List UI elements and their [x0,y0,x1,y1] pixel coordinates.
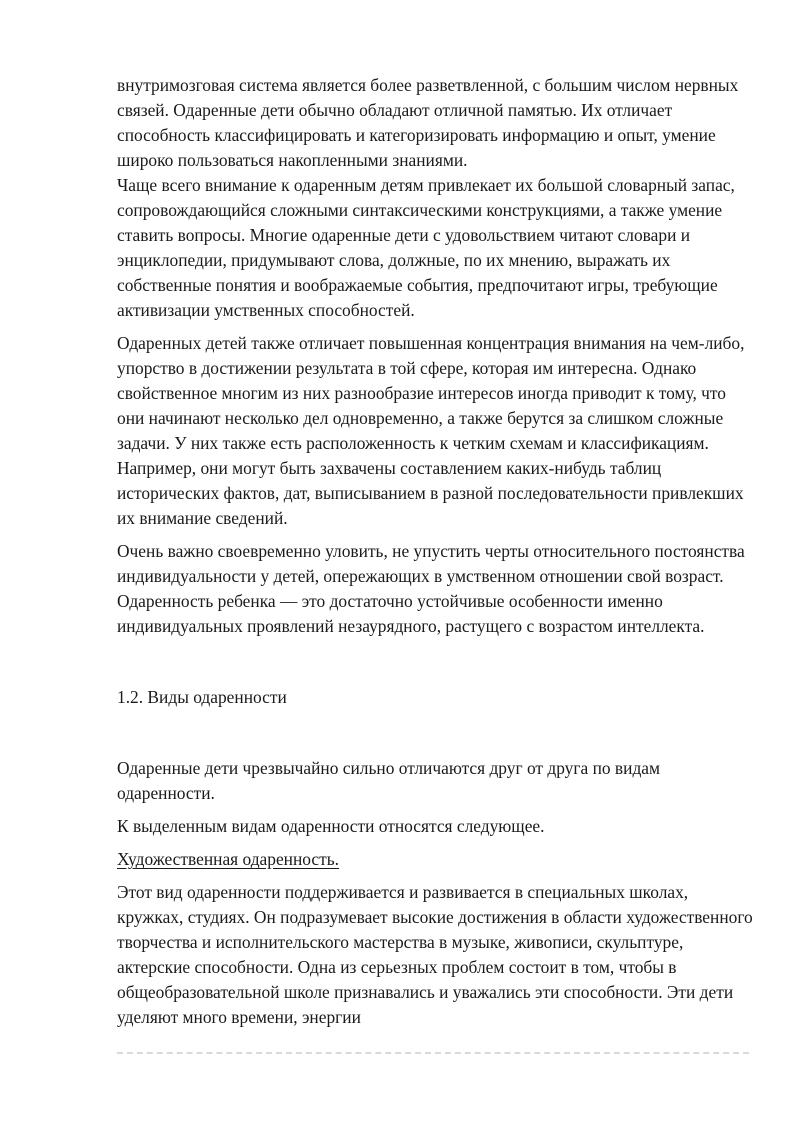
paragraph-individuality: Очень важно своевременно уловить, не упустить черты относительного постоянства индивидуальности у детей, опережающих в умственном отношении свой возраст. Одаренность ребенка — это достаточно устойчивые особенности именно индивидуальных проявлений незаурядного, растущего с возрастом интеллекта. [117,541,745,636]
document-page [117,73,753,1030]
page-cutoff-line [117,1052,749,1054]
section-heading: 1.2. Виды одаренности [117,687,287,707]
paragraph-artistic: Этот вид одаренности поддерживается и развивается в специальных школах, кружках, студиях. Он подразумевает высокие достижения в области художественного творчества и исполнительского мастерства в музыке, живописи, скульптуре, актерские способности. Одна из серьезных проблем состоит в том, чтобы в общеобразовательной школе признавались и уважались эти способности. Эти дети уделяют много времени, энергии [117,882,753,1027]
paragraph-vocabulary: Чаще всего внимание к одаренным детям привлекает их большой словарный запас, сопровождающийся сложными синтаксическими конструкциями, а также умение ставить вопросы. Многие одаренные дети с удовольствием читают словари и энциклопедии, придумывают слова, должные, по их мнению, выражать их собственные понятия и воображаемые события, предпочитают игры, требующие активизации умственных способностей. [117,175,735,320]
paragraph-concentration: Одаренных детей также отличает повышенная концентрация внимания на чем-либо, упорство в достижении результата в той сфере, которая им интересна. Однако свойственное многим из них разнообразие интересов иногда приводит к тому, что они начинают несколько дел одновременно, а также берутся за слишком сложные задачи. У них также есть расположенность к четким схемам и классификациям. Например, они могут быть захвачены составлением каких-нибудь таблиц исторических фактов, дат, выписыванием в разной последовательности привлекших их внимание сведений. [117,333,745,528]
paragraph-types-list-intro: К выделенным видам одаренности относятся следующее. [117,816,545,836]
paragraph-types-intro: Одаренные дети чрезвычайно сильно отличаются друг от друга по видам одаренности. [117,758,661,803]
subheading-artistic: Художественная одаренность. [117,849,340,869]
paragraph-brain-memory: внутримозговая система является более разветвленной, с большим числом нервных связей. Одаренные дети обычно обладают отличной памятью. Их отличает способность классифицировать и категоризировать информацию и опыт, умение широко пользоваться накопленными знаниями. [117,75,739,170]
